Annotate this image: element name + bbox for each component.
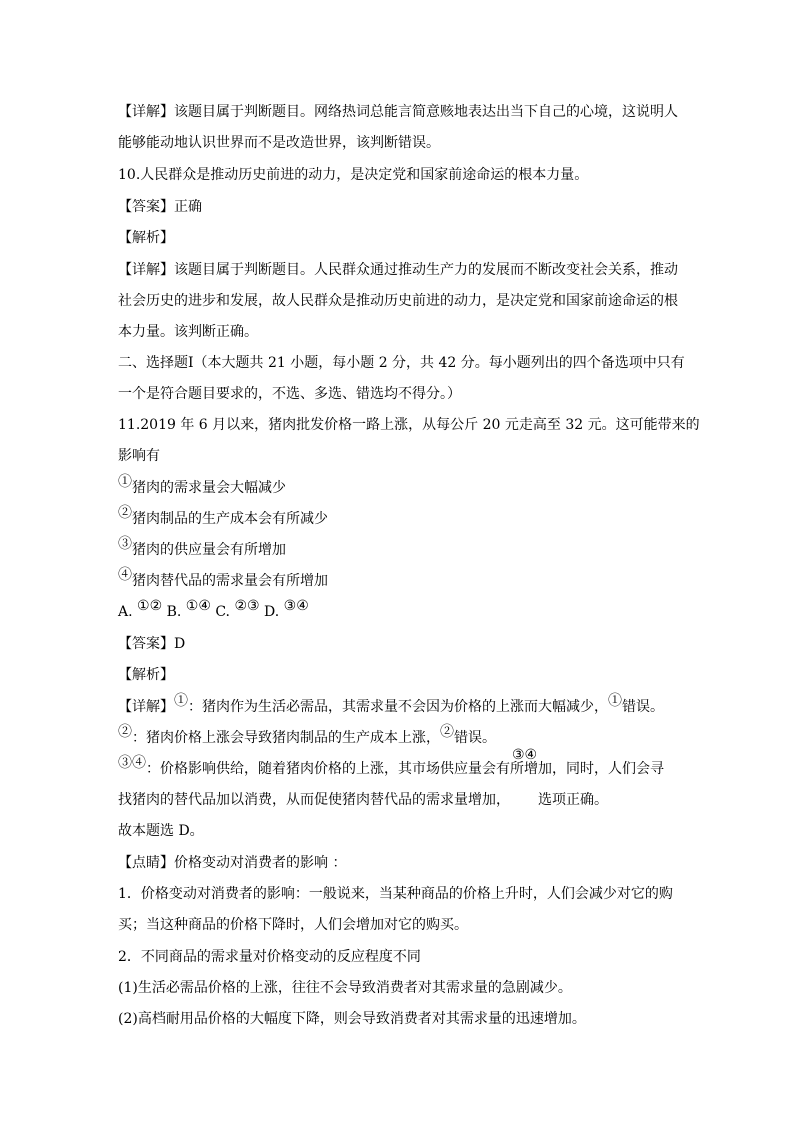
option-mark: ① [118,474,132,490]
detail-mark: ① [608,693,622,709]
detail-text: 找猪肉的替代品加以消费，从而促使猪肉替代品的需求量增加， [118,792,510,808]
tips-line: (1)生活必需品价格的上涨，往往不会导致消费者对其需求量的急剧减少。 [118,980,572,996]
option-mark: ④ [118,567,132,583]
text-line: 社会历史的进步和发展，故人民群众是推动历史前进的动力，是决定党和国家前途命运的根 [118,293,678,309]
text-line: 影响有 [118,448,160,464]
detail-mark: ③④ [118,755,146,771]
choice-d-marks: ③④ [283,598,309,614]
analysis-label: 【解析】 [118,230,174,246]
tips-line: 1．价格变动对消费者的影响：一般说来，当某种商品的价格上升时，人们会减少对它的购 [118,886,673,902]
option-text: 猪肉的需求量会大幅减少 [132,480,286,496]
choice-b-label: B. [166,604,182,620]
analysis-label: 【解析】 [118,667,174,683]
detail-tail: 选项正确。 [538,792,608,808]
option-text: 猪肉的供应量会有所增加 [132,542,286,558]
text-line: 一个是符合题目要求的，不选、多选、错选均不得分。） [118,386,461,402]
detail-overlap-mark: ③④ [512,747,538,763]
detail-line-2 [118,724,496,748]
option-mark: ③ [118,536,132,552]
text-line: 【详解】该题目属于判断题目。人民群众通过推动生产力的发展而不断改变社会关系，推动 [118,262,678,278]
option-text: 猪肉替代品的需求量会有所增加 [132,573,328,589]
option-text: 猪肉制品的生产成本会有所减少 [132,511,328,527]
section-heading: 二、选择题Ⅰ（本大题共 21 小题，每小题 2 分，共 42 分。每小题列出的四个备选项中只有 [118,355,685,371]
answer-label: 【答案】D [118,636,186,652]
detail-mark: ② [118,724,132,740]
detail-mark: ② [440,724,454,740]
detail-mark: ① [174,693,188,709]
choice-a-marks: ①② [137,598,163,614]
detail-line-1 [118,693,664,717]
option-1 [118,474,286,498]
detail-text: ：猪肉价格上涨会导致猪肉制品的生产成本上涨， [132,730,440,746]
tips-heading: 【点睛】价格变动对消费者的影响 ： [118,855,347,871]
tips-line: 2．不同商品的需求量对价格变动的反应程度不同 [118,949,421,965]
choice-c-label: C. [215,604,231,620]
tips-line: (2)高档耐用品价格的大幅度下降，则会导致消费者对其需求量的迅速增加。 [118,1011,586,1027]
choice-b-marks: ①④ [185,598,211,614]
conclusion: 故本题选 D。 [118,823,204,839]
text-line: 【详解】该题目属于判断题目。网络热词总能言简意赅地表达出当下自己的心境，这说明人 [118,104,678,120]
question-11: 11.2019 年 6 月以来，猪肉批发价格一路上涨，从每公斤 20 元走高至 32 元。这可能带来的 [118,417,700,433]
choice-a-label: A. [118,604,133,620]
choices-row [118,598,309,622]
detail-text: ：价格影响供给，随着猪肉价格的上涨，其市场供应量会有所增加，同时，人们会寻 [146,761,664,777]
choice-d-label: D. [264,604,280,620]
tips-line: 买；当这种商品的价格下降时，人们会增加对它的购买。 [118,917,468,933]
text-line: 本力量。该判断正确。 [118,324,258,340]
text-line: 能够能动地认识世界而不是改造世界，该判断错误。 [118,135,440,151]
detail-tail: 错误。 [454,730,496,746]
question-10: 10.人民群众是推动历史前进的动力，是决定党和国家前途命运的根本力量。 [118,167,589,183]
detail-line-4 [118,790,608,810]
detail-tail: 错误。 [622,699,664,715]
detail-line-3 [118,755,664,779]
answer-label: 【答案】正确 [118,199,202,215]
option-3 [118,536,286,560]
choice-c-marks: ②③ [234,598,260,614]
detail-text: ：猪肉作为生活必需品，其需求量不会因为价格的上涨而大幅减少， [188,699,608,715]
detail-head: 【详解】 [118,699,174,715]
option-4 [118,567,328,591]
option-mark: ② [118,505,132,521]
option-2 [118,505,328,529]
